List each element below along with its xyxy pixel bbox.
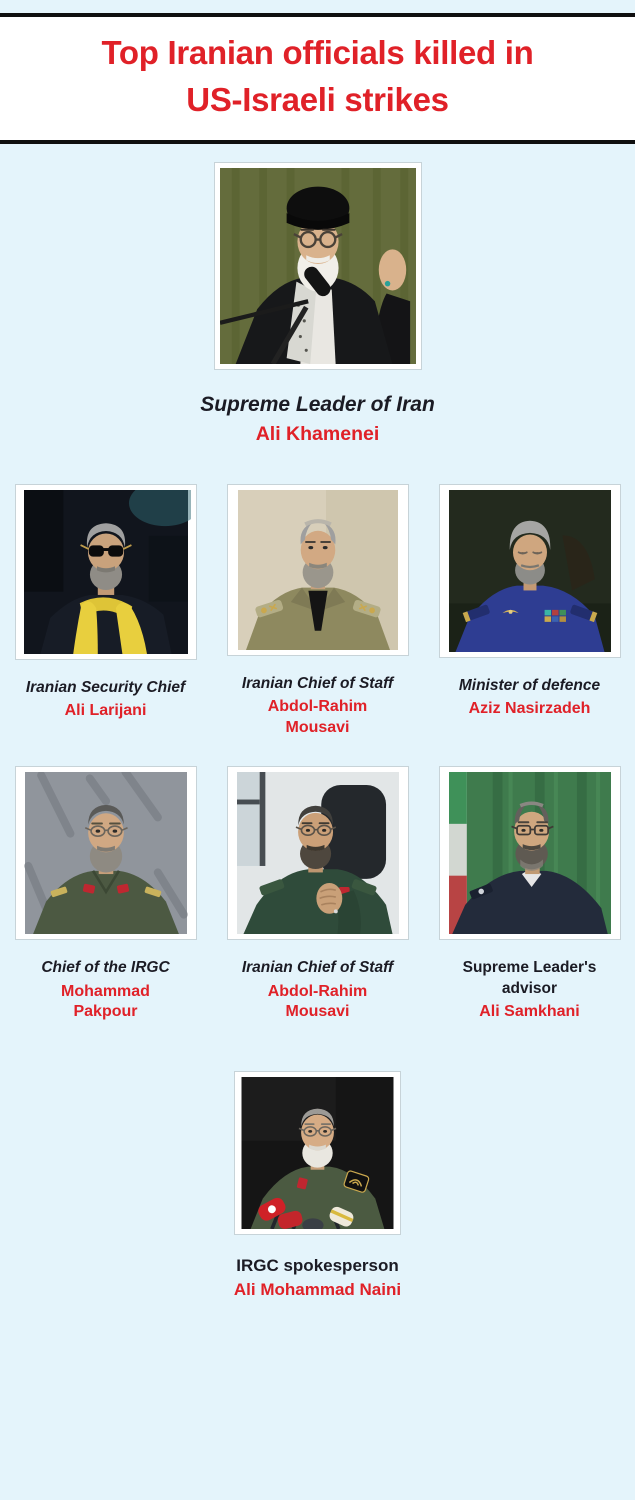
- official-photo: [439, 766, 621, 940]
- official-card-aziz-nasirzadeh: [432, 484, 628, 720]
- featured-role: Supreme Leader of Iran: [200, 392, 435, 416]
- official-caption: [8, 678, 204, 722]
- official-role: Minister of defence: [458, 676, 601, 694]
- official-role: Iranian Chief of Staff: [241, 959, 394, 977]
- featured-photo: [214, 162, 422, 370]
- featured-name: Ali Khamenei: [255, 422, 380, 445]
- official-role: Iranian Security Chief: [25, 678, 186, 696]
- official-photo: [227, 766, 409, 940]
- official-caption: [432, 676, 628, 720]
- page-title-line2: US-Israeli strikes: [186, 80, 449, 118]
- official-caption: [220, 958, 416, 1023]
- official-card-abdol-rahim-mousavi: [220, 484, 416, 739]
- official-photo: [227, 484, 409, 656]
- official-caption: [8, 958, 204, 1023]
- official-name: Mohammad Pakpour: [61, 982, 150, 1021]
- official-name: Abdol-Rahim Mousavi: [267, 982, 368, 1021]
- portrait-ali-larijani-icon: [21, 490, 191, 654]
- official-card-ali-mohammad-naini: [0, 1071, 635, 1300]
- header-band: [0, 17, 635, 140]
- portrait-aziz-nasirzadeh-icon: [445, 490, 615, 652]
- official-name: Ali Samkhani: [479, 1002, 580, 1020]
- top-margin-strip: [0, 0, 635, 13]
- portrait-abdol-rahim-mousavi-2-icon: [233, 772, 403, 934]
- official-card-mohammad-pakpour: [8, 766, 204, 1023]
- portrait-ali-mohammad-naini-icon: [240, 1077, 395, 1229]
- official-name: Ali Mohammad Naini: [233, 1280, 402, 1300]
- featured-caption: [0, 393, 635, 446]
- official-photo: [234, 1071, 401, 1235]
- official-role: Chief of the IRGC: [41, 959, 170, 977]
- portrait-abdol-rahim-mousavi-icon: [233, 490, 403, 650]
- officials-row-3: [0, 1071, 635, 1300]
- official-name: Abdol-Rahim Mousavi: [267, 697, 368, 736]
- portrait-ali-samkhani-icon: [445, 772, 615, 934]
- officials-row-2: [0, 766, 635, 1023]
- official-role: Supreme Leader's advisor: [462, 959, 597, 997]
- page-title-line1: Top Iranian officials killed in: [101, 34, 534, 71]
- official-caption: [220, 674, 416, 739]
- official-card-ali-samkhani: [432, 766, 628, 1022]
- official-photo: [15, 484, 197, 660]
- officials-row-1: [0, 484, 635, 739]
- official-caption: [432, 958, 628, 1022]
- official-card-abdol-rahim-mousavi-2: [220, 766, 416, 1023]
- official-card-ali-larijani: [8, 484, 204, 722]
- official-name: Aziz Nasirzadeh: [468, 699, 591, 717]
- official-name: Ali Larijani: [64, 701, 147, 719]
- portrait-mohammad-pakpour-icon: [21, 772, 191, 934]
- header-bottom-rule-line: [0, 140, 635, 144]
- official-photo: [439, 484, 621, 658]
- official-caption: [0, 1256, 635, 1300]
- portrait-ali-khamenei-icon: [220, 168, 416, 364]
- official-role: IRGC spokesperson: [236, 1256, 399, 1276]
- page-title: [10, 30, 625, 124]
- official-role: Iranian Chief of Staff: [241, 674, 394, 692]
- official-photo: [15, 766, 197, 940]
- featured-official: [0, 162, 635, 446]
